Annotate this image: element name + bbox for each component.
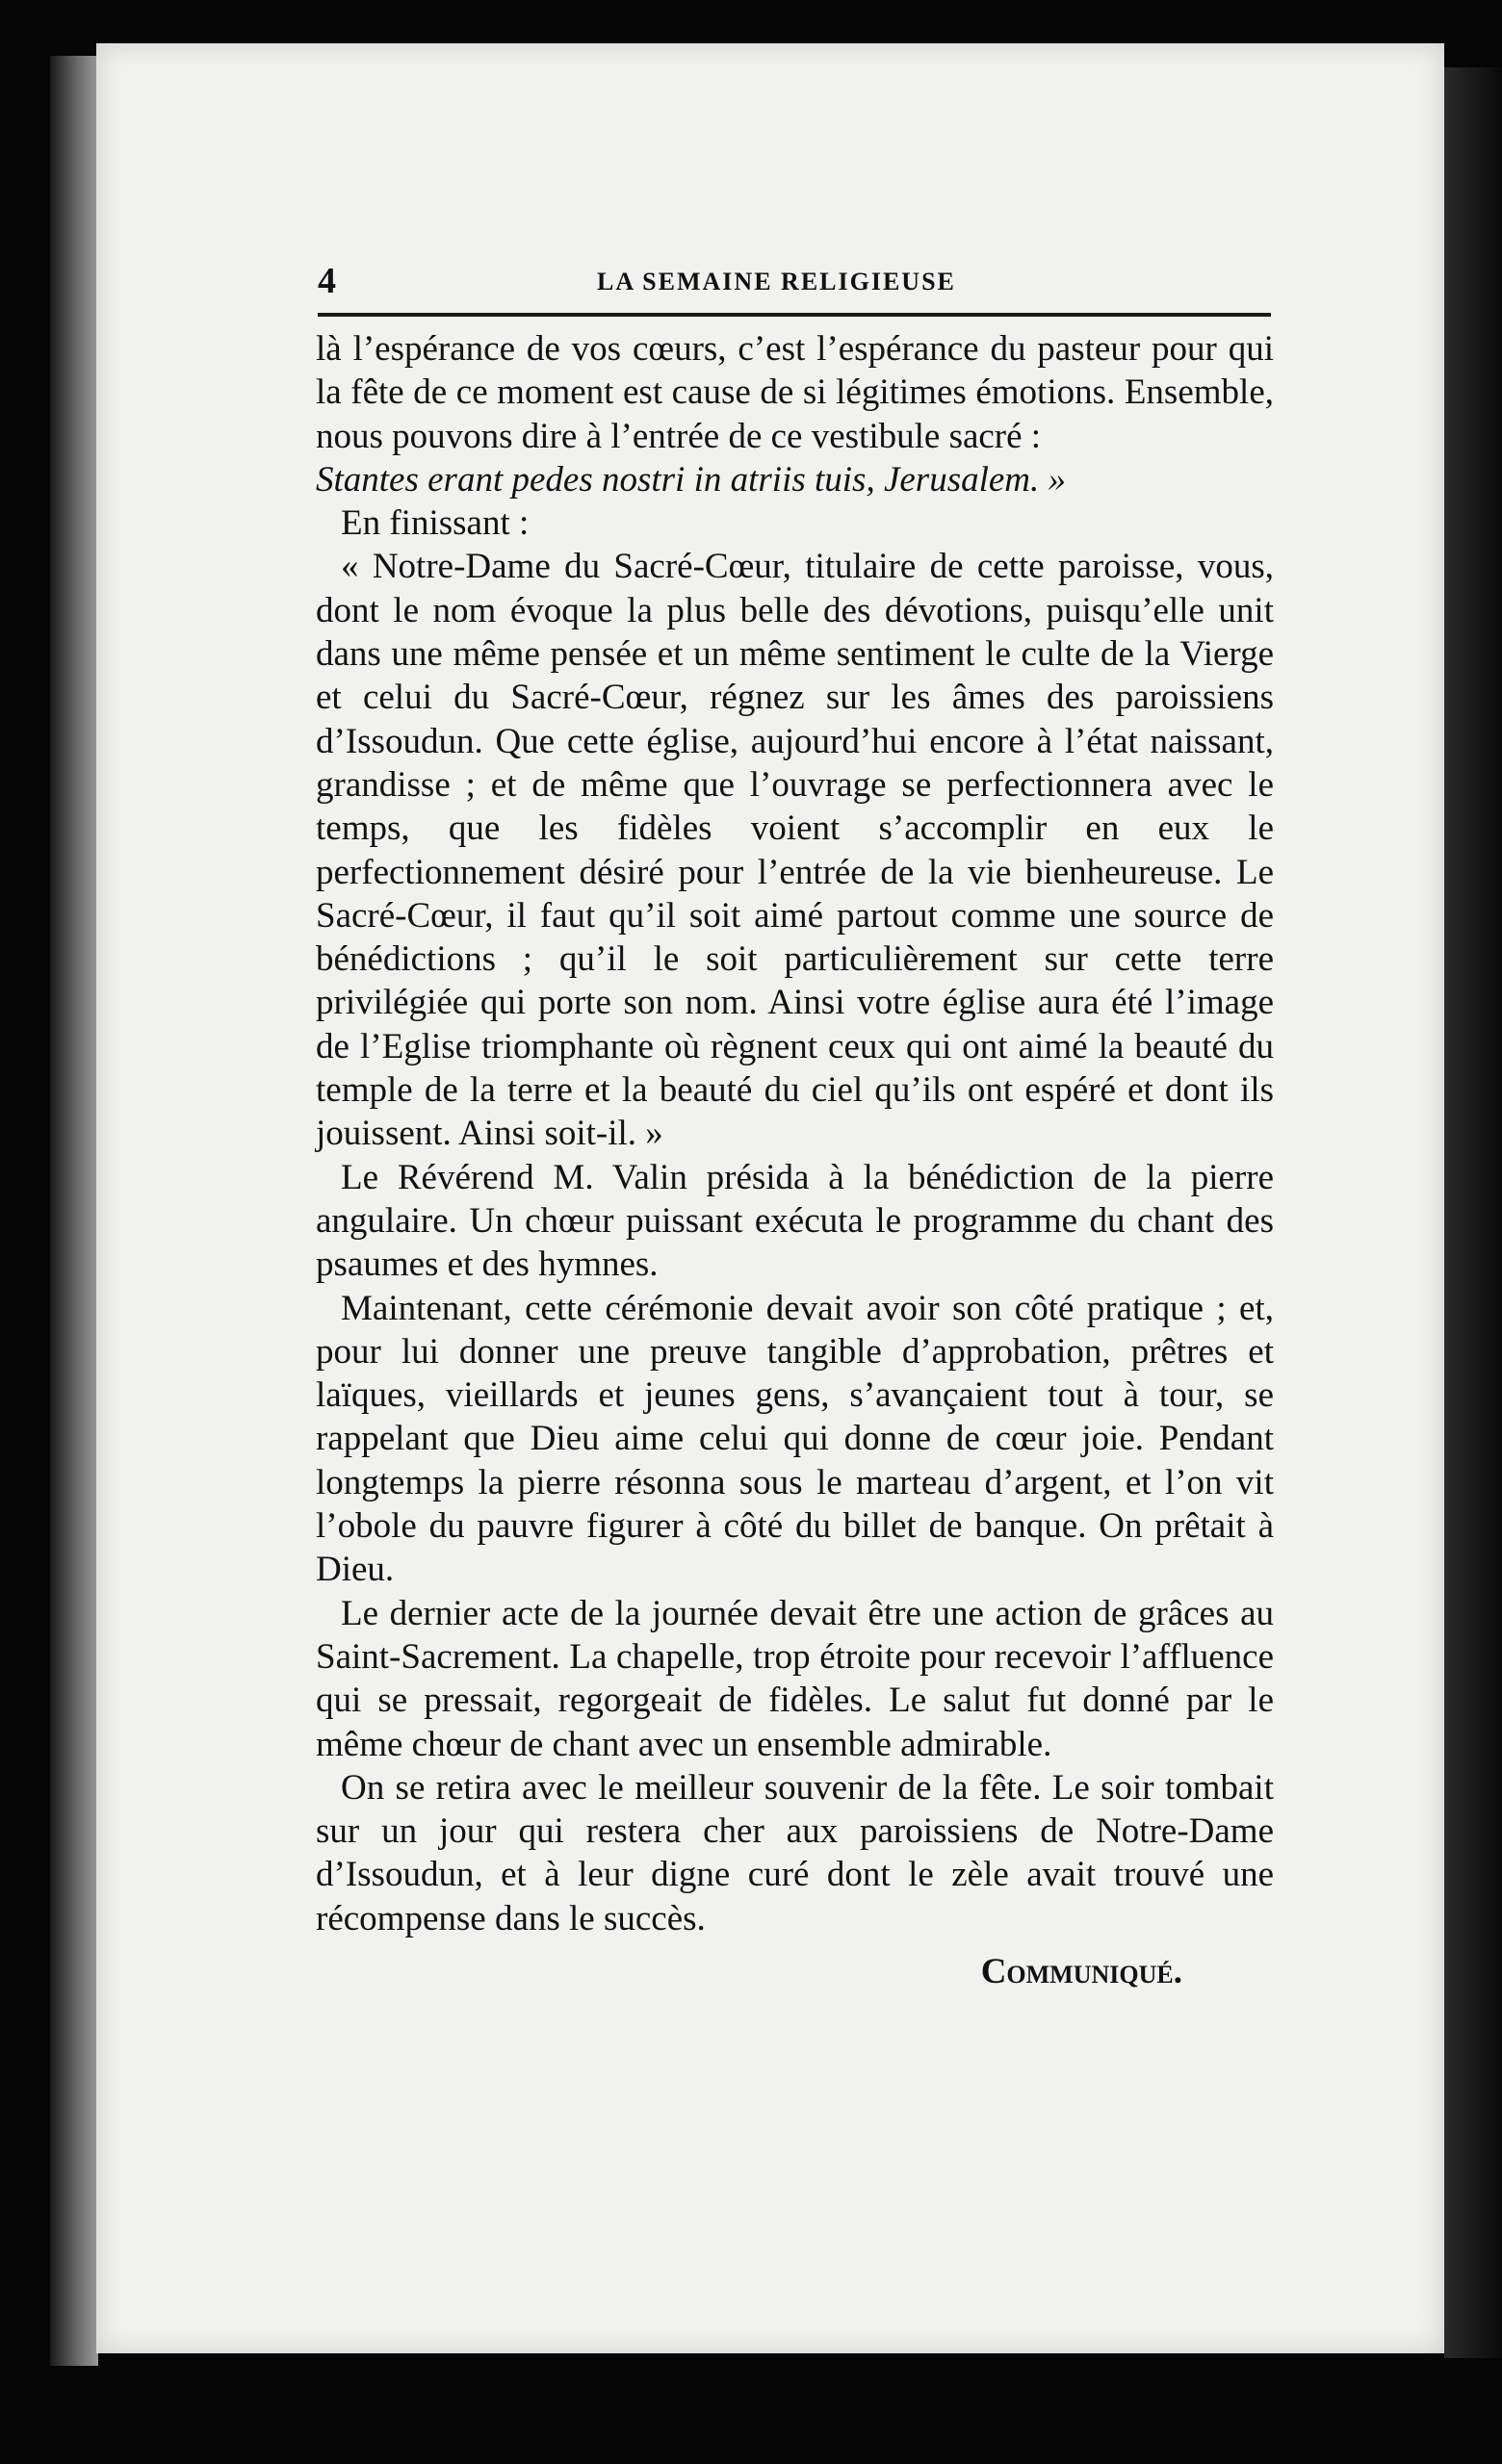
journal-title: LA SEMAINE RELIGIEUSE bbox=[597, 268, 956, 295]
paragraph-benediction: Le Révérend M. Valin présida à la bénédiction de la pierre angulaire. Un chœur puissant exécuta le programme du chant des psaumes et des hymnes. bbox=[316, 1157, 1274, 1285]
body-text bbox=[316, 327, 1274, 1993]
paragraph-en-finissant: En finissant : bbox=[341, 503, 530, 544]
running-head bbox=[318, 260, 1281, 308]
page-edge-left bbox=[50, 56, 98, 2366]
page-edge-right bbox=[1444, 67, 1502, 2358]
paragraph-closing: On se retira avec le meilleur souvenir de la fête. Le soir tombait sur un jour qui restera cher aux paroissiens de Notre-Dame d’Issoudun, et à leur digne curé dont le zèle avait trouvé une récompense dans le succès. bbox=[316, 1767, 1274, 1938]
latin-quotation: Stantes erant pedes nostri in atriis tuis, Jerusalem. » bbox=[316, 459, 1067, 500]
header-rule bbox=[318, 313, 1271, 317]
page-number: 4 bbox=[318, 261, 336, 301]
paragraph-ceremony: Maintenant, cette cérémonie devait avoir son côté pratique ; et, pour lui donner une preuve tangible d’approbation, prêtres et laïques, vieillards et jeunes gens, s’avançaient tout à tour, se rappelant que Dieu aime celui qui donne de cœur joie. Pendant longtemps la pierre résonna sous le marteau d’argent, et l’on vit l’obole du pauvre figurer à côté du billet de banque. On prêtait à Dieu. bbox=[316, 1288, 1274, 1590]
paragraph-continuation: là l’espérance de vos cœurs, c’est l’espérance du pasteur pour qui la fête de ce moment est cause de si légitimes émotions. Ensemble, nous pouvons dire à l’entrée de ce vestibule sacré : bbox=[316, 329, 1274, 456]
paragraph-prayer: « Notre-Dame du Sacré-Cœur, titulaire de cette paroisse, vous, dont le nom évoque la plus belle des dévotions, puisqu’elle unit dans une même pensée et un même sentiment le culte de la Vierge et celui du Sacré-Cœur, régnez sur les âmes des paroissiens d’Issoudun. Que cette église, aujourd’hui encore à l’état naissant, grandisse ; et de même que l’ouvrage se perfectionnera avec le temps, que les fidèles voient s’accomplir en eux le perfectionnement désiré pour l’entrée de la vie bienheureuse. Le Sacré-Cœur, il faut qu’il soit aimé partout comme une source de bénédictions ; qu’il le soit particulièrement sur cette terre privilégiée qui porte son nom. Ainsi votre église aura été l’image de l’Eglise triomphante où règnent ceux qui ont aimé la beauté du temple de la terre et la beauté du ciel qu’ils ont espéré et dont ils jouissent. Ainsi soit-il. » bbox=[316, 547, 1274, 1154]
paragraph-last-act: Le dernier acte de la journée devait être une action de grâces au Saint-Sacrement. La chapelle, trop étroite pour recevoir l’affluence qui se pressait, regorgeait de fidèles. Le salut fut donné par le même chœur de chant avec un ensemble admirable. bbox=[316, 1593, 1274, 1764]
signature: Communiqué. bbox=[980, 1951, 1182, 1991]
